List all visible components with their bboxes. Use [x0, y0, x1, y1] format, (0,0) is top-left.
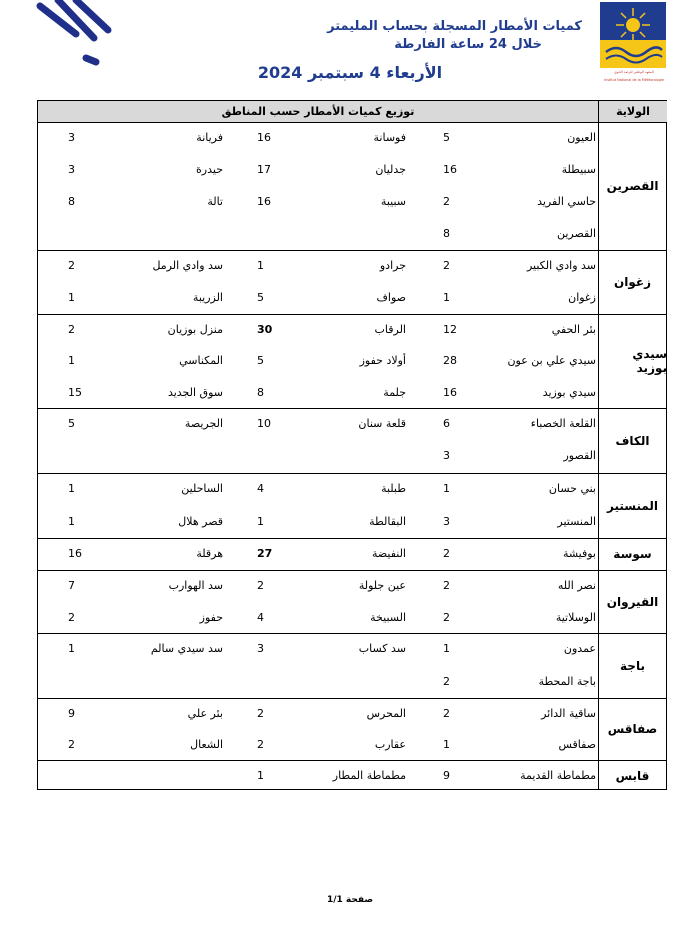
rainfall-value: 2: [257, 579, 264, 592]
station-name: مطماطة المطار: [332, 769, 406, 782]
report-date: الأربعاء 4 سبتمبر 2024: [257, 63, 443, 82]
governorate-label: الكاف: [615, 433, 650, 448]
rainfall-value: 15: [68, 386, 82, 399]
rainfall-value: 1: [443, 738, 450, 751]
rainfall-value: 1: [68, 291, 75, 304]
group-divider: [38, 408, 666, 409]
rainfall-value: 7: [68, 579, 75, 592]
header-distribution: توزيع كميات الأمطار حسب المناطق: [38, 101, 598, 122]
governorate-label: المنستير: [606, 498, 659, 513]
governorate-label: القيروان: [606, 594, 659, 609]
station-name: المحرس: [366, 707, 406, 720]
station-name: جرادو: [379, 259, 406, 272]
page-number: صفحة 1/1: [326, 895, 374, 905]
station-name: حيدرة: [196, 163, 223, 176]
station-name: الزريبة: [192, 291, 223, 304]
rainfall-value: 2: [443, 675, 450, 688]
station-name: زغوان: [568, 291, 596, 304]
rainfall-value: 9: [443, 769, 450, 782]
station-name: جلمة: [383, 386, 406, 399]
rainfall-value: 16: [257, 195, 271, 208]
station-name: المكناسي: [179, 354, 223, 367]
station-name: سيدي بوزيد: [542, 386, 596, 399]
rainfall-value: 6: [443, 417, 450, 430]
station-name: مطماطة القديمة: [520, 769, 596, 782]
rainfall-value: 8: [257, 386, 264, 399]
rainfall-value: 2: [68, 738, 75, 751]
rainfall-value: 27: [257, 547, 273, 560]
rainfall-value: 1: [257, 259, 264, 272]
station-name: الجريصة: [184, 417, 223, 430]
station-name: بني حسان: [548, 482, 596, 495]
rainfall-value: 9: [68, 707, 75, 720]
rainfall-value: 4: [257, 482, 264, 495]
header-governorate: الولاية: [599, 101, 667, 122]
station-name: النفيضة: [371, 547, 406, 560]
rainfall-value: 5: [443, 131, 450, 144]
rainfall-value: 16: [443, 386, 457, 399]
rainfall-value: 2: [443, 195, 450, 208]
rainfall-value: 3: [443, 449, 450, 462]
page-title: [327, 18, 582, 54]
governorate-label: سوسة: [613, 547, 652, 561]
logo-caption-ar: المعهد الوطني للرصد الجوي: [614, 70, 654, 74]
rainfall-value: 1: [443, 642, 450, 655]
station-name: سبيبة: [380, 195, 406, 208]
rainfall-value: 5: [257, 354, 264, 367]
station-name: قصر هلال: [178, 515, 223, 528]
group-divider: [38, 473, 666, 474]
group-divider: [38, 250, 666, 251]
station-name: عقارب: [374, 738, 406, 751]
station-name: القصرين: [556, 227, 596, 240]
rainfall-value: 1: [443, 482, 450, 495]
station-name: سد وادي الرمل: [152, 259, 223, 272]
station-name: القصور: [563, 449, 596, 462]
rainfall-value: 1: [443, 291, 450, 304]
station-name: بئر الحفي: [551, 323, 596, 336]
station-name: سوق الجديد: [167, 386, 223, 399]
station-name: سد وادي الكبير: [526, 259, 596, 272]
station-name: الشعال: [190, 738, 223, 751]
station-name: ساقية الدائر: [541, 707, 596, 720]
rainfall-value: 2: [443, 611, 450, 624]
rainfall-value: 17: [257, 163, 271, 176]
station-name: فوسانة: [373, 131, 406, 144]
station-name: السبيخة: [370, 611, 406, 624]
rainfall-value: 1: [257, 515, 264, 528]
rainfall-value: 3: [443, 515, 450, 528]
station-name: صفاقس: [558, 738, 596, 751]
station-name: العيون: [567, 131, 596, 144]
rainfall-value: 1: [68, 642, 75, 655]
rainfall-value: 1: [68, 354, 75, 367]
rainfall-value: 5: [257, 291, 264, 304]
station-name: الرقاب: [374, 323, 406, 336]
station-name: حفوز: [199, 611, 223, 624]
station-name: القلعة الخصباء: [530, 417, 596, 430]
group-divider: [38, 314, 666, 315]
station-name: نصر الله: [557, 579, 596, 592]
station-name: سد كساب: [358, 642, 406, 655]
rainfall-value: 3: [257, 642, 264, 655]
group-divider: [38, 760, 666, 761]
rainfall-value: 16: [68, 547, 82, 560]
station-name: طبلبة: [381, 482, 406, 495]
corner-stripes-logo: [36, 0, 114, 66]
rainfall-value: 16: [443, 163, 457, 176]
station-name: سد الهوارب: [168, 579, 223, 592]
rainfall-value: 2: [257, 738, 264, 751]
station-name: الوسلاتية: [555, 611, 596, 624]
station-name: البقالطة: [369, 515, 406, 528]
station-name: منزل بوزيان: [167, 323, 223, 336]
rainfall-value: 3: [68, 163, 75, 176]
rainfall-value: 2: [257, 707, 264, 720]
station-name: قلعة سنان: [358, 417, 406, 430]
rainfall-value: 8: [443, 227, 450, 240]
rainfall-value: 1: [257, 769, 264, 782]
station-name: أولاد حفوز: [359, 354, 406, 367]
rainfall-value: 4: [257, 611, 264, 624]
station-name: المنستير: [557, 515, 596, 528]
rainfall-value: 30: [257, 323, 273, 336]
rainfall-value: 16: [257, 131, 271, 144]
rainfall-value: 2: [443, 259, 450, 272]
station-name: سيدي علي بن عون: [507, 354, 596, 367]
station-name: حاسي الفريد: [537, 195, 596, 208]
station-name: بئر علي: [187, 707, 223, 720]
rainfall-value: 1: [68, 515, 75, 528]
rainfall-value: 2: [68, 611, 75, 624]
rainfall-value: 2: [68, 323, 75, 336]
station-name: صواف: [376, 291, 406, 304]
rainfall-value: 1: [68, 482, 75, 495]
governorate-label: سيدي بوزيد: [632, 347, 667, 375]
station-name: فريانة: [196, 131, 223, 144]
governorate-label: قابس: [615, 768, 650, 783]
governorate-label: صفاقس: [607, 722, 658, 736]
title-line-2: خلال 24 ساعة الفارطة: [394, 37, 542, 52]
station-name: بوفيشة: [562, 547, 596, 560]
rainfall-value: 2: [443, 707, 450, 720]
rainfall-value: 3: [68, 131, 75, 144]
rainfall-value: 12: [443, 323, 457, 336]
rainfall-table: [37, 100, 667, 790]
station-name: عمدون: [563, 642, 596, 655]
rainfall-value: 2: [443, 547, 450, 560]
rainfall-value: 8: [68, 195, 75, 208]
inm-logo: [600, 2, 666, 68]
station-name: سد سيدي سالم: [150, 642, 223, 655]
station-name: سبيطلة: [561, 163, 596, 176]
rainfall-value: 2: [443, 579, 450, 592]
station-name: هرقلة: [196, 547, 223, 560]
station-name: الساحلين: [181, 482, 223, 495]
governorate-label: القصرين: [606, 179, 659, 193]
group-divider: [38, 538, 666, 539]
governorate-label: باجة: [620, 658, 645, 673]
governorate-label: زغوان: [614, 275, 651, 289]
rainfall-value: 28: [443, 354, 457, 367]
logo-caption-fr: Institut National de la Météorologie: [604, 78, 664, 82]
group-divider: [38, 570, 666, 571]
header-divider: [38, 122, 666, 123]
station-name: باجة المحطة: [538, 675, 596, 688]
group-divider: [38, 633, 666, 634]
rainfall-value: 5: [68, 417, 75, 430]
station-name: جدليان: [375, 163, 406, 176]
rainfall-value: 10: [257, 417, 271, 430]
title-line-1: كميات الأمطار المسجلة بحساب المليمتر: [327, 19, 582, 34]
group-divider: [38, 698, 666, 699]
station-name: عين جلولة: [358, 579, 406, 592]
station-name: تالة: [207, 195, 223, 208]
rainfall-value: 2: [68, 259, 75, 272]
